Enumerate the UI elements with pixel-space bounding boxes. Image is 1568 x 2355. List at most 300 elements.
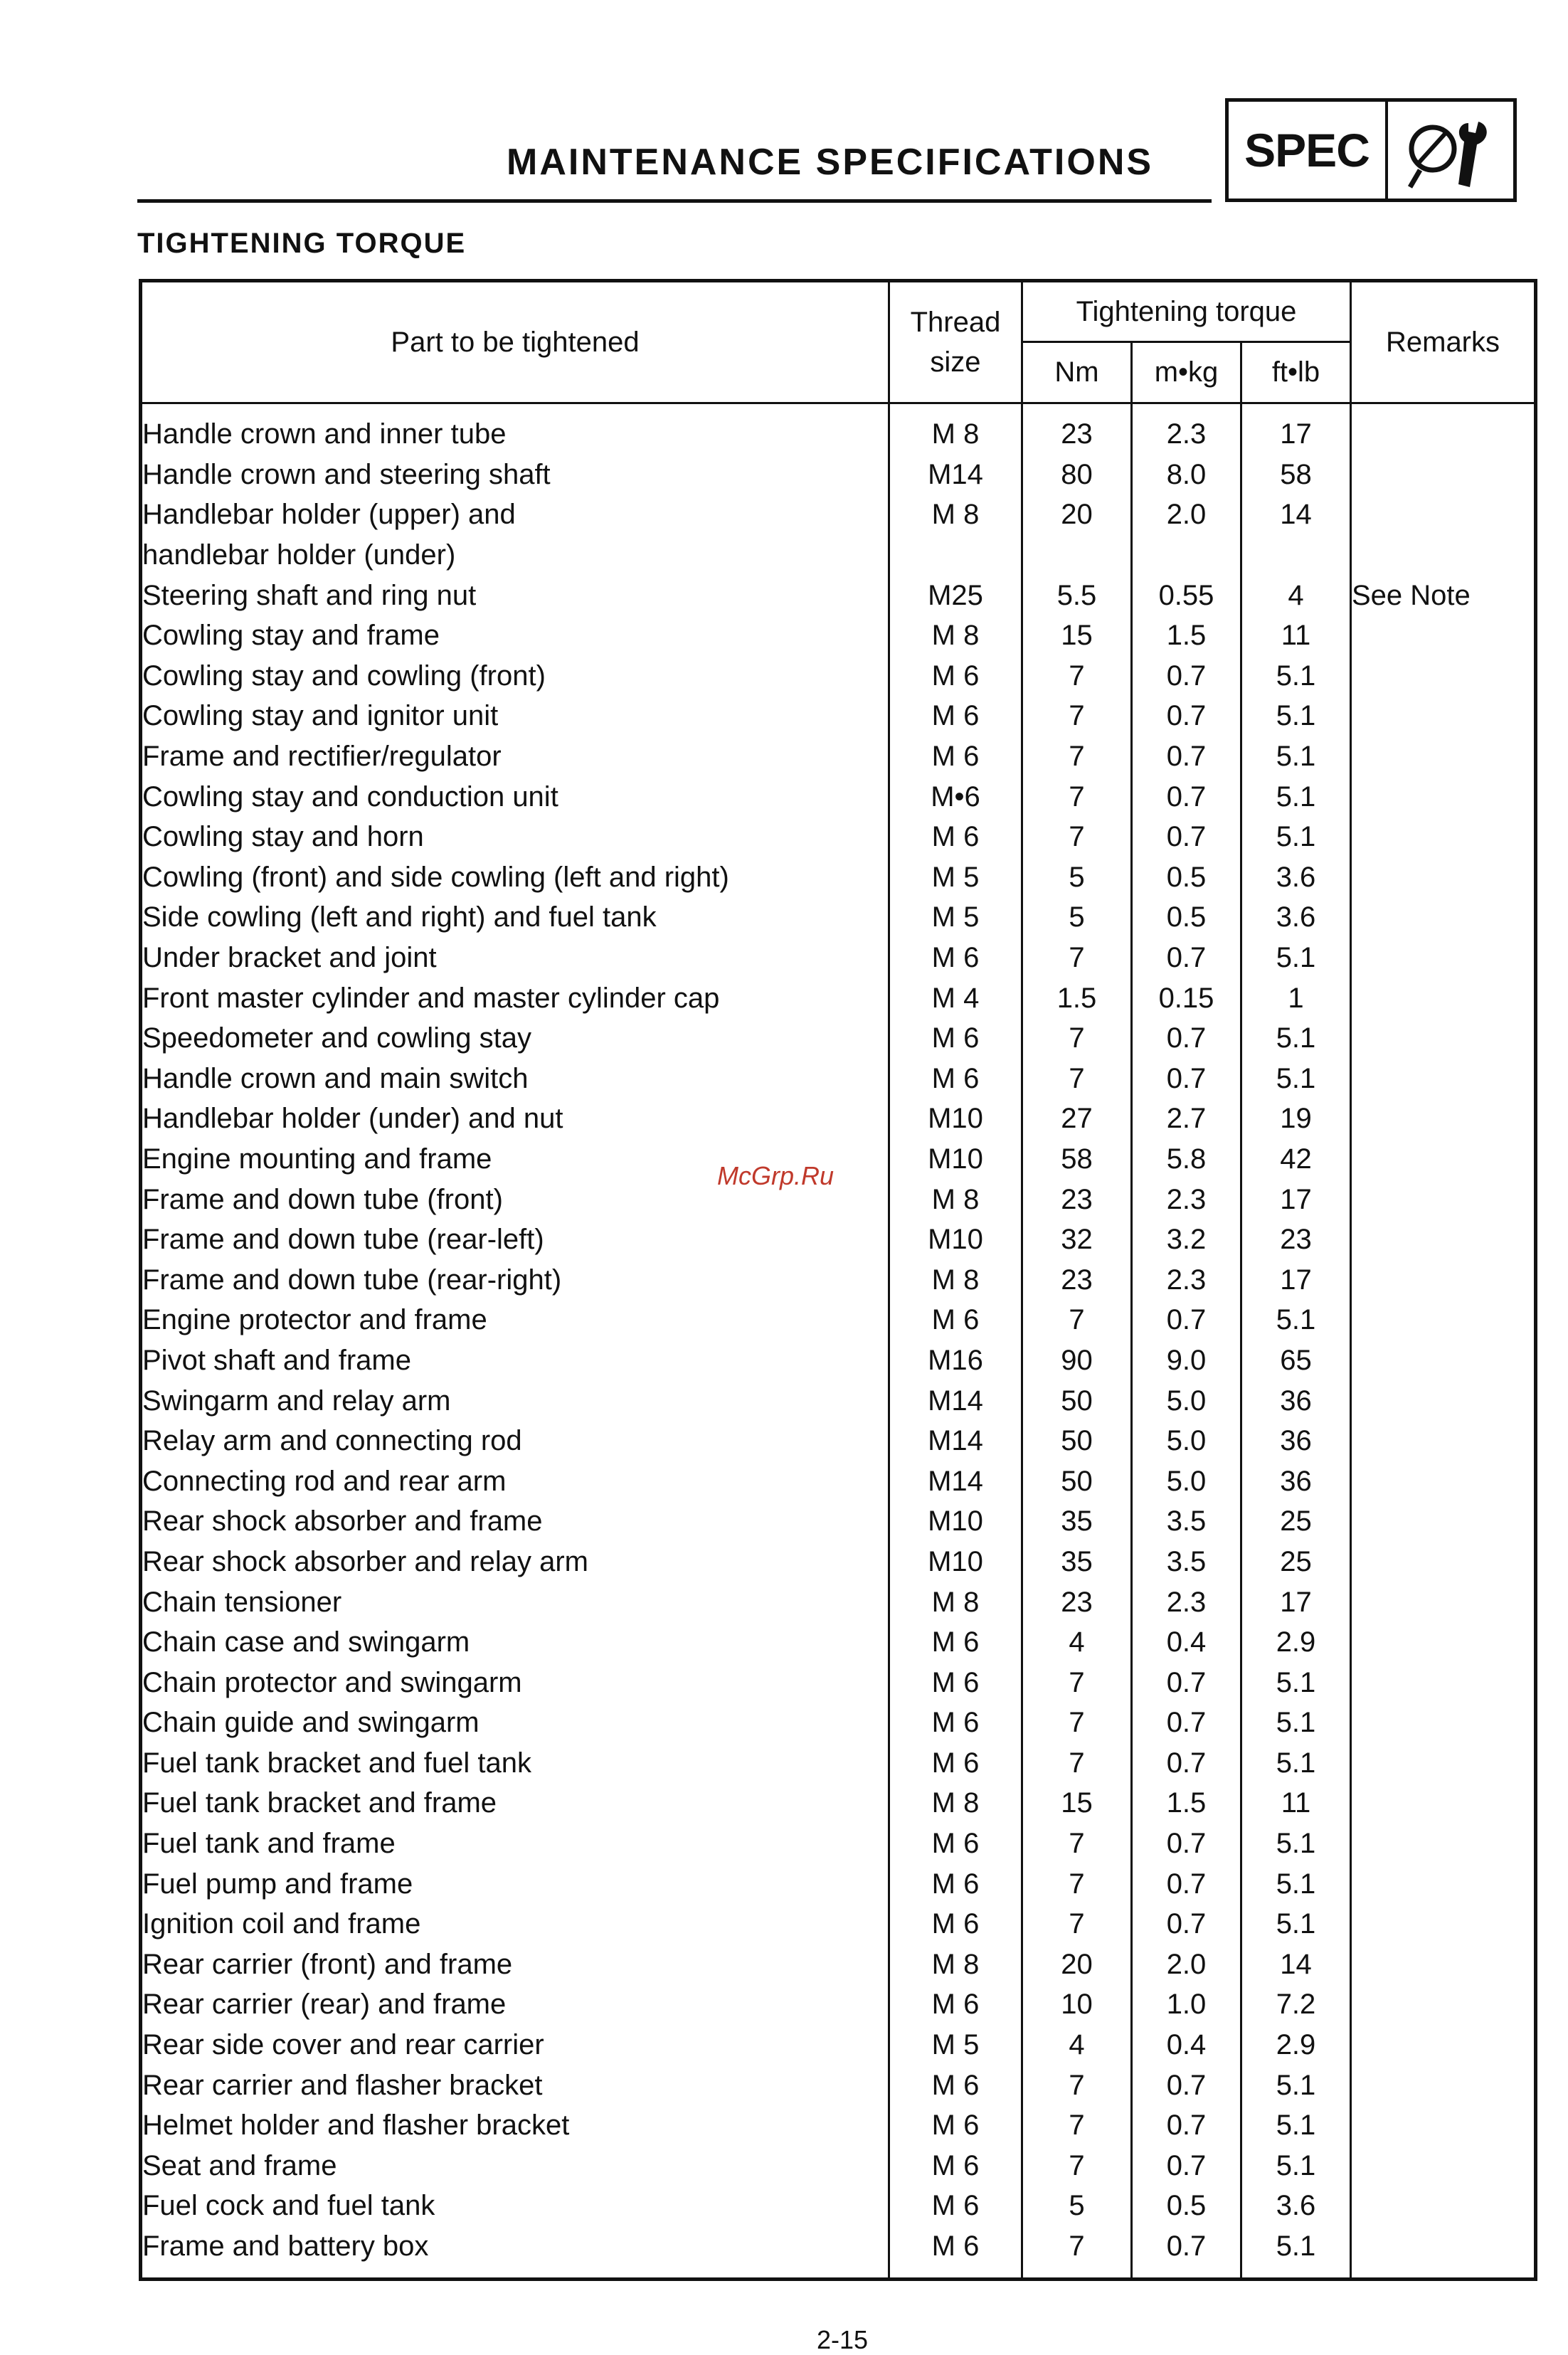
- remarks-cell: [1351, 1542, 1536, 1582]
- ftlb-cell: 17: [1241, 1259, 1351, 1300]
- nm-cell: 32: [1022, 1219, 1132, 1260]
- thread-size-cell: M 8: [889, 494, 1022, 535]
- header-ftlb: ft•lb: [1241, 342, 1351, 403]
- mkg-cell: 0.7: [1132, 1703, 1241, 1743]
- nm-cell: 7: [1022, 1300, 1132, 1340]
- mkg-cell: 8.0: [1132, 455, 1241, 495]
- watermark: McGrp.Ru: [717, 1161, 835, 1190]
- remarks-cell: [1351, 776, 1536, 817]
- part-cell: Handlebar holder (upper) and: [141, 494, 889, 535]
- nm-cell: 7: [1022, 1703, 1132, 1743]
- ftlb-cell: 17: [1241, 1179, 1351, 1219]
- ftlb-cell: 3.6: [1241, 897, 1351, 938]
- thread-size-cell: M 8: [889, 1582, 1022, 1622]
- table-row: [141, 1904, 1536, 1944]
- part-cell: Steering shaft and ring nut: [141, 575, 889, 615]
- ftlb-cell: 58: [1241, 455, 1351, 495]
- header-thread-size: Thread size: [889, 281, 1022, 403]
- ftlb-cell: 23: [1241, 1219, 1351, 1260]
- thread-size-cell: M 8: [889, 1944, 1022, 1985]
- table-row: [141, 1703, 1536, 1743]
- ftlb-cell: [1241, 535, 1351, 576]
- table-row: [141, 575, 1536, 615]
- nm-cell: [1022, 535, 1132, 576]
- part-cell: Speedometer and cowling stay: [141, 1018, 889, 1059]
- nm-cell: 7: [1022, 1059, 1132, 1099]
- mkg-cell: 0.7: [1132, 1300, 1241, 1340]
- spec-badge-label: SPEC: [1229, 102, 1388, 199]
- ftlb-cell: 5.1: [1241, 776, 1351, 817]
- nm-cell: 5: [1022, 897, 1132, 938]
- mkg-cell: 0.7: [1132, 776, 1241, 817]
- ftlb-cell: 17: [1241, 1582, 1351, 1622]
- remarks-cell: [1351, 656, 1536, 697]
- mkg-cell: 0.7: [1132, 736, 1241, 777]
- nm-cell: 23: [1022, 1259, 1132, 1300]
- nm-cell: 7: [1022, 1018, 1132, 1059]
- ftlb-cell: 5.1: [1241, 1703, 1351, 1743]
- table-row: [141, 1421, 1536, 1461]
- part-cell: Rear shock absorber and relay arm: [141, 1542, 889, 1582]
- table-row: [141, 736, 1536, 777]
- mkg-cell: 0.55: [1132, 575, 1241, 615]
- mkg-cell: 0.7: [1132, 817, 1241, 857]
- part-cell: Seat and frame: [141, 2146, 889, 2186]
- wrench-gauge-icon: [1388, 102, 1513, 199]
- table-row: [141, 1984, 1536, 2025]
- remarks-cell: [1351, 2146, 1536, 2186]
- remarks-cell: See Note: [1351, 575, 1536, 615]
- table-row: [141, 615, 1536, 656]
- part-cell: Front master cylinder and master cylinder cap: [141, 978, 889, 1018]
- nm-cell: 7: [1022, 2105, 1132, 2146]
- mkg-cell: 0.5: [1132, 2186, 1241, 2226]
- page-title: MAINTENANCE SPECIFICATIONS: [507, 142, 1154, 183]
- ftlb-cell: 36: [1241, 1461, 1351, 1501]
- remarks-cell: [1351, 1099, 1536, 1139]
- mkg-cell: 2.7: [1132, 1099, 1241, 1139]
- remarks-cell: [1351, 1179, 1536, 1219]
- ftlb-cell: 2.9: [1241, 2025, 1351, 2065]
- part-cell: Frame and battery box: [141, 2226, 889, 2280]
- spec-badge: [1225, 98, 1517, 202]
- remarks-cell: [1351, 2025, 1536, 2065]
- part-cell: Handle crown and steering shaft: [141, 455, 889, 495]
- remarks-cell: [1351, 2065, 1536, 2105]
- table-row: [141, 1259, 1536, 1300]
- ftlb-cell: 25: [1241, 1542, 1351, 1582]
- thread-size-cell: M 6: [889, 938, 1022, 978]
- nm-cell: 4: [1022, 1622, 1132, 1663]
- part-cell: Handle crown and main switch: [141, 1059, 889, 1099]
- remarks-cell: [1351, 1340, 1536, 1381]
- part-cell: Connecting rod and rear arm: [141, 1461, 889, 1501]
- thread-size-cell: M 6: [889, 2105, 1022, 2146]
- ftlb-cell: 5.1: [1241, 656, 1351, 697]
- mkg-cell: 5.0: [1132, 1421, 1241, 1461]
- remarks-cell: [1351, 2226, 1536, 2280]
- remarks-cell: [1351, 403, 1536, 455]
- ftlb-cell: 14: [1241, 1944, 1351, 1985]
- table-row: [141, 1300, 1536, 1340]
- ftlb-cell: 36: [1241, 1380, 1351, 1421]
- table-row: [141, 494, 1536, 535]
- table-row: [141, 1582, 1536, 1622]
- nm-cell: 35: [1022, 1501, 1132, 1542]
- nm-cell: 35: [1022, 1542, 1132, 1582]
- table-row: [141, 1944, 1536, 1985]
- thread-size-cell: M 6: [889, 1743, 1022, 1784]
- section-title: TIGHTENING TORQUE: [137, 228, 467, 259]
- thread-size-cell: M 6: [889, 2186, 1022, 2226]
- mkg-cell: 0.7: [1132, 1904, 1241, 1944]
- header-mkg: m•kg: [1132, 342, 1241, 403]
- part-cell: Fuel cock and fuel tank: [141, 2186, 889, 2226]
- ftlb-cell: 5.1: [1241, 2105, 1351, 2146]
- part-cell: Frame and down tube (rear-right): [141, 1259, 889, 1300]
- remarks-cell: [1351, 857, 1536, 898]
- remarks-cell: [1351, 2186, 1536, 2226]
- thread-size-cell: M 6: [889, 1984, 1022, 2025]
- nm-cell: 20: [1022, 494, 1132, 535]
- thread-size-cell: [889, 535, 1022, 576]
- mkg-cell: [1132, 535, 1241, 576]
- remarks-cell: [1351, 1662, 1536, 1703]
- remarks-cell: [1351, 696, 1536, 736]
- table-row: [141, 656, 1536, 697]
- thread-size-cell: M 6: [889, 2065, 1022, 2105]
- mkg-cell: 2.3: [1132, 1179, 1241, 1219]
- mkg-cell: 0.4: [1132, 2025, 1241, 2065]
- nm-cell: 10: [1022, 1984, 1132, 2025]
- table-row: [141, 1340, 1536, 1381]
- part-cell: Chain guide and swingarm: [141, 1703, 889, 1743]
- nm-cell: 5: [1022, 2186, 1132, 2226]
- ftlb-cell: 19: [1241, 1099, 1351, 1139]
- remarks-cell: [1351, 1501, 1536, 1542]
- mkg-cell: 3.5: [1132, 1501, 1241, 1542]
- remarks-cell: [1351, 1944, 1536, 1985]
- mkg-cell: 0.7: [1132, 2226, 1241, 2280]
- thread-size-cell: M 6: [889, 1863, 1022, 1904]
- nm-cell: 5: [1022, 857, 1132, 898]
- remarks-cell: [1351, 897, 1536, 938]
- thread-size-cell: M 8: [889, 1783, 1022, 1824]
- page-number: 2-15: [817, 2325, 869, 2354]
- table-row: [141, 1824, 1536, 1864]
- part-cell: Chain case and swingarm: [141, 1622, 889, 1663]
- ftlb-cell: 25: [1241, 1501, 1351, 1542]
- part-cell: Helmet holder and flasher bracket: [141, 2105, 889, 2146]
- thread-size-cell: M 6: [889, 1059, 1022, 1099]
- nm-cell: 7: [1022, 938, 1132, 978]
- table-row: [141, 1783, 1536, 1824]
- part-cell: Side cowling (left and right) and fuel tank: [141, 897, 889, 938]
- thread-size-cell: M14: [889, 1421, 1022, 1461]
- mkg-cell: 9.0: [1132, 1340, 1241, 1381]
- thread-size-cell: M 6: [889, 817, 1022, 857]
- part-cell: Engine protector and frame: [141, 1300, 889, 1340]
- ftlb-cell: 5.1: [1241, 817, 1351, 857]
- mkg-cell: 2.3: [1132, 403, 1241, 455]
- part-cell: Fuel pump and frame: [141, 1863, 889, 1904]
- part-cell: Rear carrier (rear) and frame: [141, 1984, 889, 2025]
- mkg-cell: 2.0: [1132, 1944, 1241, 1985]
- remarks-cell: [1351, 938, 1536, 978]
- thread-size-cell: M16: [889, 1340, 1022, 1381]
- mkg-cell: 0.5: [1132, 857, 1241, 898]
- thread-size-cell: M 6: [889, 736, 1022, 777]
- ftlb-cell: 7.2: [1241, 1984, 1351, 2025]
- nm-cell: 5.5: [1022, 575, 1132, 615]
- part-cell: handlebar holder (under): [141, 535, 889, 576]
- table-row: [141, 2065, 1536, 2105]
- ftlb-cell: 36: [1241, 1421, 1351, 1461]
- thread-size-cell: M10: [889, 1099, 1022, 1139]
- mkg-cell: 0.4: [1132, 1622, 1241, 1663]
- ftlb-cell: 2.9: [1241, 1622, 1351, 1663]
- table-row: [141, 1662, 1536, 1703]
- part-cell: Relay arm and connecting rod: [141, 1421, 889, 1461]
- nm-cell: 50: [1022, 1421, 1132, 1461]
- remarks-cell: [1351, 494, 1536, 535]
- thread-size-cell: M 8: [889, 1179, 1022, 1219]
- thread-size-cell: M 6: [889, 656, 1022, 697]
- nm-cell: 7: [1022, 2146, 1132, 2186]
- ftlb-cell: 14: [1241, 494, 1351, 535]
- thread-size-cell: M10: [889, 1139, 1022, 1180]
- mkg-cell: 0.7: [1132, 1824, 1241, 1864]
- thread-size-cell: M14: [889, 1380, 1022, 1421]
- nm-cell: 7: [1022, 2065, 1132, 2105]
- nm-cell: 50: [1022, 1380, 1132, 1421]
- table-row: [141, 1139, 1536, 1180]
- remarks-cell: [1351, 1219, 1536, 1260]
- header-tightening-torque: Tightening torque: [1022, 281, 1351, 342]
- table-row: [141, 1501, 1536, 1542]
- mkg-cell: 0.15: [1132, 978, 1241, 1018]
- mkg-cell: 3.2: [1132, 1219, 1241, 1260]
- remarks-cell: [1351, 1984, 1536, 2025]
- mkg-cell: 1.0: [1132, 1984, 1241, 2025]
- part-cell: Rear carrier and flasher bracket: [141, 2065, 889, 2105]
- ftlb-cell: 1: [1241, 978, 1351, 1018]
- torque-table: [139, 279, 1537, 2281]
- remarks-cell: [1351, 1380, 1536, 1421]
- ftlb-cell: 5.1: [1241, 938, 1351, 978]
- nm-cell: 7: [1022, 2226, 1132, 2280]
- ftlb-cell: 5.1: [1241, 1662, 1351, 1703]
- thread-size-cell: M 8: [889, 403, 1022, 455]
- nm-cell: 1.5: [1022, 978, 1132, 1018]
- mkg-cell: 5.0: [1132, 1461, 1241, 1501]
- remarks-cell: [1351, 1139, 1536, 1180]
- ftlb-cell: 5.1: [1241, 736, 1351, 777]
- nm-cell: 7: [1022, 1662, 1132, 1703]
- nm-cell: 27: [1022, 1099, 1132, 1139]
- table-row: [141, 857, 1536, 898]
- table-row: [141, 403, 1536, 455]
- thread-size-cell: M 5: [889, 857, 1022, 898]
- mkg-cell: 0.5: [1132, 897, 1241, 938]
- ftlb-cell: 5.1: [1241, 2226, 1351, 2280]
- mkg-cell: 0.7: [1132, 938, 1241, 978]
- mkg-cell: 0.7: [1132, 1059, 1241, 1099]
- ftlb-cell: 11: [1241, 1783, 1351, 1824]
- part-cell: Fuel tank bracket and fuel tank: [141, 1743, 889, 1784]
- ftlb-cell: 5.1: [1241, 1059, 1351, 1099]
- ftlb-cell: 11: [1241, 615, 1351, 656]
- ftlb-cell: 3.6: [1241, 857, 1351, 898]
- mkg-cell: 5.0: [1132, 1380, 1241, 1421]
- mkg-cell: 3.5: [1132, 1542, 1241, 1582]
- nm-cell: 7: [1022, 696, 1132, 736]
- nm-cell: 58: [1022, 1139, 1132, 1180]
- nm-cell: 23: [1022, 1582, 1132, 1622]
- table-row: [141, 2105, 1536, 2146]
- table-row: [141, 1863, 1536, 1904]
- remarks-cell: [1351, 1863, 1536, 1904]
- part-cell: Handlebar holder (under) and nut: [141, 1099, 889, 1139]
- mkg-cell: 2.3: [1132, 1259, 1241, 1300]
- thread-size-cell: M 6: [889, 1662, 1022, 1703]
- nm-cell: 15: [1022, 1783, 1132, 1824]
- nm-cell: 23: [1022, 403, 1132, 455]
- mkg-cell: 0.7: [1132, 696, 1241, 736]
- remarks-cell: [1351, 455, 1536, 495]
- ftlb-cell: 42: [1241, 1139, 1351, 1180]
- part-cell: Cowling stay and conduction unit: [141, 776, 889, 817]
- nm-cell: 50: [1022, 1461, 1132, 1501]
- remarks-cell: [1351, 1622, 1536, 1663]
- mkg-cell: 2.3: [1132, 1582, 1241, 1622]
- table-row: [141, 1099, 1536, 1139]
- table-row: [141, 2226, 1536, 2280]
- remarks-cell: [1351, 615, 1536, 656]
- nm-cell: 7: [1022, 1863, 1132, 1904]
- thread-size-cell: M 6: [889, 1622, 1022, 1663]
- thread-size-cell: M25: [889, 575, 1022, 615]
- table-row: [141, 2146, 1536, 2186]
- thread-size-cell: M 6: [889, 1703, 1022, 1743]
- table-row: [141, 535, 1536, 576]
- part-cell: Fuel tank and frame: [141, 1824, 889, 1864]
- table-row: [141, 1622, 1536, 1663]
- thread-size-cell: M 6: [889, 2146, 1022, 2186]
- remarks-cell: [1351, 1824, 1536, 1864]
- thread-size-cell: M 8: [889, 1259, 1022, 1300]
- remarks-cell: [1351, 736, 1536, 777]
- mkg-cell: 0.7: [1132, 2105, 1241, 2146]
- remarks-cell: [1351, 535, 1536, 576]
- thread-size-cell: M10: [889, 1501, 1022, 1542]
- remarks-cell: [1351, 1059, 1536, 1099]
- mkg-cell: 1.5: [1132, 1783, 1241, 1824]
- nm-cell: 90: [1022, 1340, 1132, 1381]
- remarks-cell: [1351, 1703, 1536, 1743]
- table-row: [141, 1219, 1536, 1260]
- part-cell: Frame and down tube (front): [141, 1179, 889, 1219]
- nm-cell: 23: [1022, 1179, 1132, 1219]
- header-nm: Nm: [1022, 342, 1132, 403]
- ftlb-cell: 5.1: [1241, 1300, 1351, 1340]
- nm-cell: 7: [1022, 776, 1132, 817]
- part-cell: Cowling stay and ignitor unit: [141, 696, 889, 736]
- thread-size-cell: M 6: [889, 2226, 1022, 2280]
- table-row: [141, 776, 1536, 817]
- part-cell: Cowling stay and cowling (front): [141, 656, 889, 697]
- remarks-cell: [1351, 2105, 1536, 2146]
- thread-size-cell: M14: [889, 1461, 1022, 1501]
- table-row: [141, 1018, 1536, 1059]
- part-cell: Chain tensioner: [141, 1582, 889, 1622]
- remarks-cell: [1351, 1461, 1536, 1501]
- table-row: [141, 1542, 1536, 1582]
- table-row: [141, 2186, 1536, 2226]
- remarks-cell: [1351, 1743, 1536, 1784]
- ftlb-cell: 5.1: [1241, 2065, 1351, 2105]
- thread-size-cell: M 6: [889, 1824, 1022, 1864]
- thread-size-cell: M 6: [889, 1018, 1022, 1059]
- table-row: [141, 1461, 1536, 1501]
- ftlb-cell: 5.1: [1241, 2146, 1351, 2186]
- thread-size-cell: M 6: [889, 1904, 1022, 1944]
- remarks-cell: [1351, 1259, 1536, 1300]
- thread-size-cell: M10: [889, 1542, 1022, 1582]
- nm-cell: 7: [1022, 736, 1132, 777]
- torque-rows: [141, 403, 1536, 2280]
- header-part: Part to be tightened: [141, 281, 889, 403]
- part-cell: Cowling stay and horn: [141, 817, 889, 857]
- part-cell: Pivot shaft and frame: [141, 1340, 889, 1381]
- nm-cell: 7: [1022, 817, 1132, 857]
- part-cell: Cowling stay and frame: [141, 615, 889, 656]
- part-cell: Under bracket and joint: [141, 938, 889, 978]
- part-cell: Rear shock absorber and frame: [141, 1501, 889, 1542]
- part-cell: Frame and rectifier/regulator: [141, 736, 889, 777]
- mkg-cell: 0.7: [1132, 1743, 1241, 1784]
- thread-size-cell: M 5: [889, 2025, 1022, 2065]
- thread-size-cell: M 5: [889, 897, 1022, 938]
- remarks-cell: [1351, 1783, 1536, 1824]
- part-cell: Handle crown and inner tube: [141, 403, 889, 455]
- part-cell: Fuel tank bracket and frame: [141, 1783, 889, 1824]
- mkg-cell: 0.7: [1132, 1863, 1241, 1904]
- thread-size-cell: M 6: [889, 1300, 1022, 1340]
- part-cell: Rear side cover and rear carrier: [141, 2025, 889, 2065]
- table-row: [141, 696, 1536, 736]
- remarks-cell: [1351, 1904, 1536, 1944]
- remarks-cell: [1351, 978, 1536, 1018]
- part-cell: Chain protector and swingarm: [141, 1662, 889, 1703]
- nm-cell: 4: [1022, 2025, 1132, 2065]
- table-row: [141, 817, 1536, 857]
- remarks-cell: [1351, 1421, 1536, 1461]
- table-row: [141, 978, 1536, 1018]
- thread-size-cell: M14: [889, 455, 1022, 495]
- ftlb-cell: 3.6: [1241, 2186, 1351, 2226]
- remarks-cell: [1351, 1300, 1536, 1340]
- part-cell: Cowling (front) and side cowling (left and right): [141, 857, 889, 898]
- mkg-cell: 0.7: [1132, 1662, 1241, 1703]
- ftlb-cell: 5.1: [1241, 696, 1351, 736]
- table-row: [141, 1380, 1536, 1421]
- remarks-cell: [1351, 1582, 1536, 1622]
- part-cell: Frame and down tube (rear-left): [141, 1219, 889, 1260]
- nm-cell: 15: [1022, 615, 1132, 656]
- ftlb-cell: 5.1: [1241, 1904, 1351, 1944]
- thread-size-cell: M 8: [889, 615, 1022, 656]
